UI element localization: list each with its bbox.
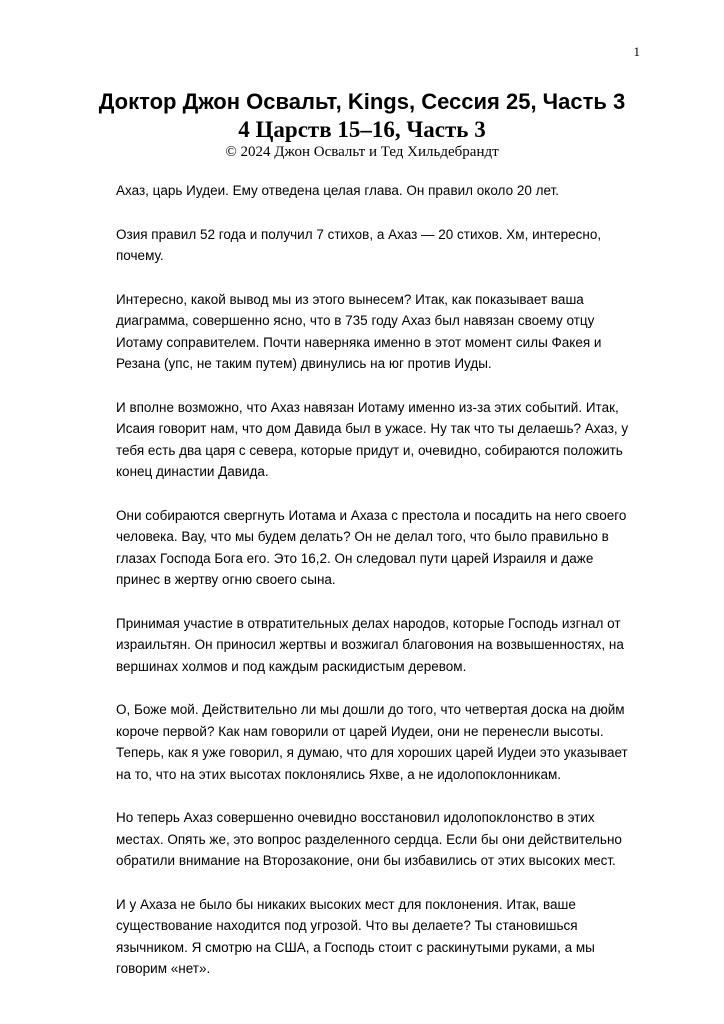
paragraph: И у Ахаза не было бы никаких высоких мест для поклонения. Итак, ваше существование находится под угрозой. Что вы делаете? Ты становишься язычником. Я смотрю на США, а Господь стоит с раскинутыми руками, а мы говорим «нет». [116,896,595,976]
document-header [0,88,724,162]
page-number: 1 [633,44,640,59]
paragraph: Но теперь Ахаз совершенно очевидно восстановил идолопоклонство в этих местах. Опять же, это вопрос разделенного сердца. Если бы они действительно обратили внимание на Второзаконие, они бы избавились от этих высоких мест. [116,810,622,868]
document-title: Доктор Джон Освальт, Kings, Сессия 25, Часть 3 [98,89,626,114]
paragraph: И вполне возможно, что Ахаз навязан Иотаму именно из-за этих событий. Итак, Исаия говорит нам, что дом Давида был в ужасе. Ну так что ты делаешь? Ахаз, у тебя есть два царя с севера, которые придут и, очевидно, собираются положить конец династии Давида. [116,399,629,479]
copyright-line: © 2024 Джон Освальт и Тед Хильдебрандт [225,144,499,160]
document-subtitle: 4 Царств 15–16, Часть 3 [238,117,486,142]
paragraph: Принимая участие в отвратительных делах народов, которые Господь изгнал от израильтян. Он приносил жертвы и возжигал благовония на возвышенностях, на вершинах холмов и под каждым раскидистым деревом. [116,615,624,674]
document-body [116,180,636,1002]
paragraph: О, Боже мой. Действительно ли мы дошли до того, что четвертая доска на дюйм короче первой? Как нам говорили от царей Иудеи, они не перенесли высоты. Теперь, как я уже говорил, я думаю, что для хороших царей Иудеи это указывает на то, что на этих высотах поклонялись Яхве, а не идолопоклонникам. [116,702,628,782]
paragraph: Ахаз, царь Иудеи. Ему отведена целая глава. Он правил около 20 лет. [116,183,559,198]
paragraph: Они собираются свергнуть Иотама и Ахаза с престола и посадить на него своего человека. Вау, что мы будем делать? Он не делал того, что было правильно в глазах Господа Бога его. Это 16,2. Он следовал пути царей Израиля и даже принес в жертву огню своего сына. [116,507,627,587]
paragraph: Интересно, какой вывод мы из этого вынесем? Итак, как показывает ваша диаграмма, совершенно ясно, что в 735 году Ахаз был навязан своему отцу Иотаму соправителем. Почти наверняка именно в этот момент силы Факея и Резана (упс, не таким путем) двинулись на юг против Иуды. [116,291,602,371]
paragraph: Озия правил 52 года и получил 7 стихов, а Ахаз — 20 стихов. Хм, интересно, почему. [116,226,602,263]
